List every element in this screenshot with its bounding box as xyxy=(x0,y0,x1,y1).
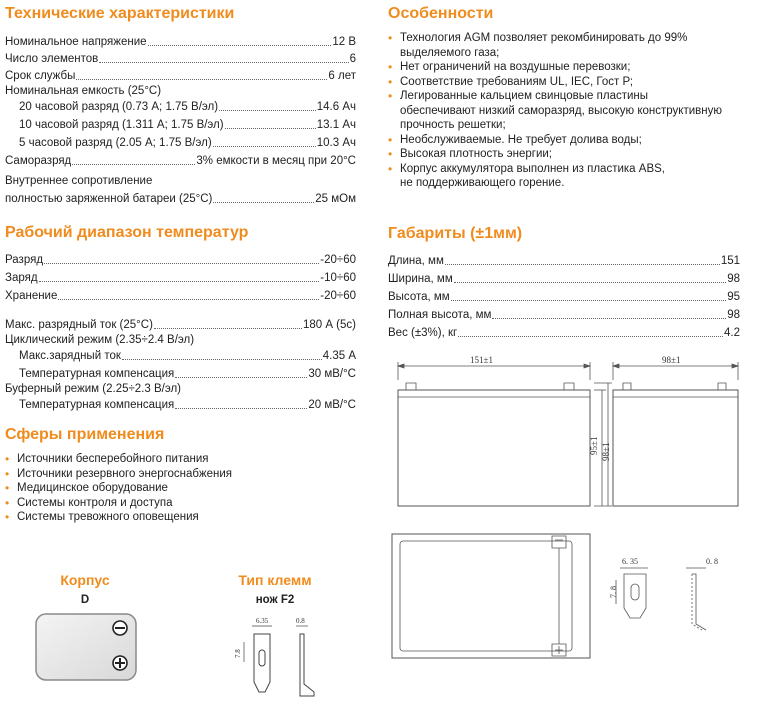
spec-row-cap20 xyxy=(19,100,356,114)
spec-label: Заряд xyxy=(5,272,38,284)
spec-label: Высота, мм xyxy=(388,291,450,303)
dim-row-weight xyxy=(388,326,740,340)
buffer-title: Буферный режим (2.25÷2.3 В/эл) xyxy=(5,383,182,395)
spec-row-cells xyxy=(5,52,356,66)
temp-row-max-current xyxy=(5,318,356,332)
temp-row-cyc-max xyxy=(19,349,356,363)
spec-label: Ширина, мм xyxy=(388,273,453,285)
dim-row-width xyxy=(388,272,740,286)
list-item: • Источники резервного энергоснабжения xyxy=(5,467,232,482)
spec-value: 13.1 Ач xyxy=(316,119,356,131)
temp-title: Рабочий диапазон температур xyxy=(5,224,249,241)
spec-value: 6 xyxy=(349,53,356,65)
spec-label: 5 часовой разряд (2.05 А; 1.75 В/эл) xyxy=(19,137,212,149)
terminal-title: Тип клемм xyxy=(238,572,312,588)
terminal-diagram xyxy=(232,612,332,704)
temp-row-cyc-comp xyxy=(19,367,356,381)
spec-row-life xyxy=(5,69,356,83)
spec-value: 4.35 А xyxy=(322,350,356,362)
spec-value: 98 xyxy=(727,273,740,285)
spec-label: Макс. разрядный ток (25°C) xyxy=(5,319,153,331)
case-diagram xyxy=(34,612,140,684)
spec-value: 180 А (5с) xyxy=(302,319,356,331)
spec-value: 151 xyxy=(720,255,740,267)
dimension-drawing xyxy=(380,350,760,714)
spec-value: 30 мВ/°С xyxy=(308,368,356,380)
dim-row-height xyxy=(388,290,740,304)
list-item: • Необслуживаемые. Не требует долива воды; xyxy=(388,133,722,148)
spec-value: 10.3 Ач xyxy=(316,137,356,149)
spec-value: -10÷60 xyxy=(320,272,356,284)
temp-row-buf-comp xyxy=(19,398,356,412)
dim-label: 7.8 xyxy=(234,649,242,658)
list-item: • Медицинское оборудование xyxy=(5,481,232,496)
dim-row-full-height xyxy=(388,308,740,322)
spec-label: Срок службы xyxy=(5,70,76,82)
dim-label: 95±1 xyxy=(589,436,599,455)
apps-title: Сферы применения xyxy=(5,426,165,443)
spec-label: Температурная компенсация xyxy=(19,368,175,380)
spec-value: -20÷60 xyxy=(320,290,356,302)
tech-title: Технические характеристики xyxy=(5,5,235,22)
capacity-title: Номинальная емкость (25°C) xyxy=(5,85,162,97)
spec-row-resistance xyxy=(5,192,356,206)
dim-row-length xyxy=(388,254,740,268)
dim-label: 98±1 xyxy=(601,442,611,461)
spec-row-cap10 xyxy=(19,118,356,132)
terminal-value: нож F2 xyxy=(255,594,295,606)
case-title: Корпус xyxy=(60,572,110,588)
plus-terminal-icon xyxy=(113,656,127,670)
features-list xyxy=(388,31,722,191)
spec-label: Вес (±3%), кг xyxy=(388,327,458,339)
spec-label: Полная высота, мм xyxy=(388,309,492,321)
list-item: • Системы тревожного оповещения xyxy=(5,510,232,525)
temp-row-storage xyxy=(5,289,356,303)
minus-terminal-icon xyxy=(113,621,127,635)
spec-value: 25 мОм xyxy=(315,193,356,205)
list-item: • Системы контроля и доступа xyxy=(5,496,232,511)
spec-value: 4.2 xyxy=(724,327,740,339)
spec-label: Саморазряд xyxy=(5,155,72,167)
list-item: • Источники бесперебойного питания xyxy=(5,452,232,467)
temp-row-discharge xyxy=(5,253,356,267)
dims-title: Габариты (±1мм) xyxy=(388,225,523,242)
dim-label: 98±1 xyxy=(662,355,681,365)
dim-label: 0.8 xyxy=(296,617,305,625)
spec-value: 20 мВ/°С xyxy=(308,399,356,411)
dim-label: 151±1 xyxy=(470,355,493,365)
spec-value: 6 лет xyxy=(328,70,356,82)
spec-label: Хранение xyxy=(5,290,58,302)
list-item: • Нет ограничений на воздушные перевозки; xyxy=(388,60,722,75)
resist-line1: Внутреннее сопротивление xyxy=(5,175,153,187)
features-title: Особенности xyxy=(388,5,494,22)
case-value: D xyxy=(80,594,90,606)
spec-row-voltage xyxy=(5,35,356,49)
spec-row-selfdischarge xyxy=(5,154,356,168)
spec-value: 3% емкости в месяц при 20°C xyxy=(196,155,356,167)
spec-label: Макс.зарядный ток xyxy=(19,350,121,362)
spec-row-cap5 xyxy=(19,136,356,150)
dim-label: 7. 8 xyxy=(609,586,618,598)
spec-label: Число элементов xyxy=(5,53,99,65)
spec-label: Длина, мм xyxy=(388,255,444,267)
spec-label: Разряд xyxy=(5,254,44,266)
spec-value: -20÷60 xyxy=(320,254,356,266)
list-item: • Корпус аккумулятора выполнен из пластика ABS, не поддерживающего горение. xyxy=(388,162,722,191)
spec-value: 95 xyxy=(727,291,740,303)
spec-value: 14.6 Ач xyxy=(316,101,356,113)
apps-list xyxy=(5,452,232,525)
list-item: • Технология AGM позволяет рекомбинировать до 99% выделяемого газа; xyxy=(388,31,722,60)
list-item: • Соответствие требованиям UL, IEC, Гост Р; xyxy=(388,75,722,90)
spec-value: 12 В xyxy=(332,36,356,48)
spec-label: полностью заряженной батареи (25°C) xyxy=(5,193,213,205)
spec-value: 98 xyxy=(727,309,740,321)
spec-label: Номинальное напряжение xyxy=(5,36,147,48)
list-item: • Высокая плотность энергии; xyxy=(388,147,722,162)
spec-label: 10 часовой разряд (1.311 А; 1.75 В/эл) xyxy=(19,119,224,131)
spec-label: Температурная компенсация xyxy=(19,399,175,411)
spec-label: 20 часовой разряд (0.73 А; 1.75 В/эл) xyxy=(19,101,219,113)
cyclic-title: Циклический режим (2.35÷2.4 В/эл) xyxy=(5,334,195,346)
dim-label: 6. 35 xyxy=(622,557,638,566)
list-item: • Легированные кальцием свинцовые пластины обеспечивают низкий саморазряд, высокую конструктивную прочность решетки; xyxy=(388,89,722,133)
dim-label: 0. 8 xyxy=(706,557,718,566)
dim-label: 6.35 xyxy=(256,617,269,625)
temp-row-charge xyxy=(5,271,356,285)
